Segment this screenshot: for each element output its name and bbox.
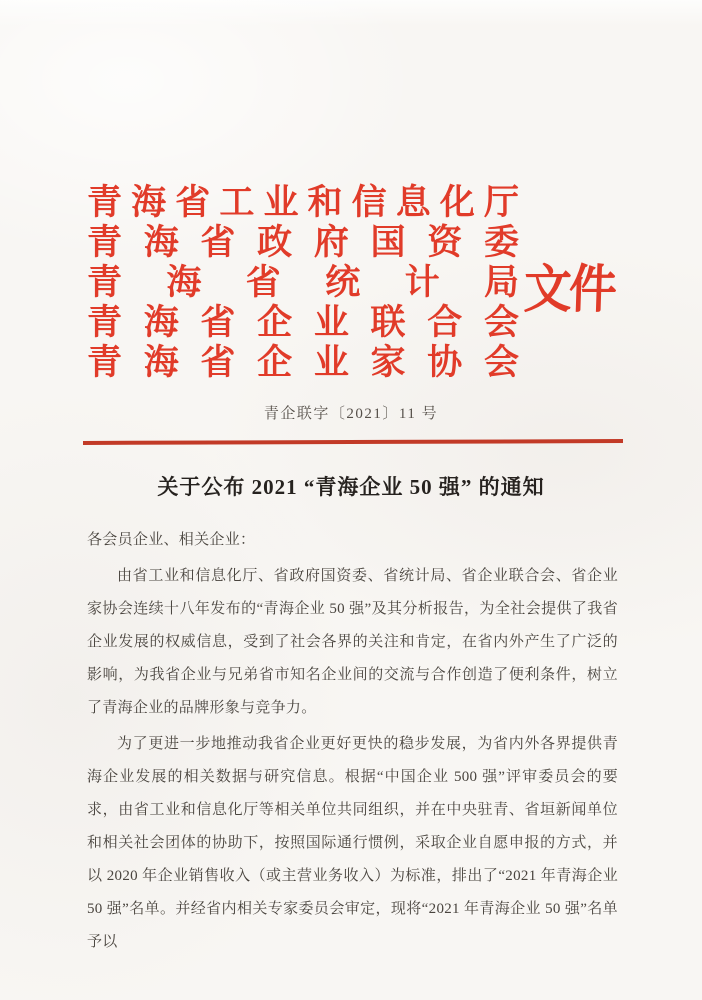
letterhead-issuer-line-5: 青海省企业家协会 [87,343,519,382]
letterhead-issuer-line-2: 青海省政府国资委 [87,223,519,262]
body-paragraph-2: 为了更进一步地推动我省企业更好更快的稳步发展，为省内外各界提供青海企业发展的相关数据与研究信息。根据“中国企业 500 强”评审委员会的要求，由省工业和信息化厅等相关单位共同组织，并在中央驻青、省垣新闻单位和相关社会团体的协助下，按照国际通行惯例，采取企业自愿申报的方式，并以 2020 年企业销售收入（或主营业务收入）为标准，排出了“2021 年青海企业 50 强”名单。并经省内相关专家委员会审定，现将“2021 年青海企业 50 强”名单予以 [87,736,618,950]
letterhead-issuer-line-3: 青海省统计局 [87,263,519,302]
document-reference-number: 青企联字〔2021〕11 号 [263,406,439,422]
notice-title: 关于公布 2021 “青海企业 50 强” 的通知 [157,475,545,499]
letterhead-issuer-line-1: 青海省工业和信息化厅 [87,183,519,222]
letterhead-document-word: 文件 [522,262,615,319]
salutation-line: 各会员企业、相关企业： [87,532,256,548]
red-divider-line [83,439,623,445]
body-paragraph-1: 由省工业和信息化厅、省政府国资委、省统计局、省企业联合会、省企业家协会连续十八年发布的“青海企业 50 强”及其分析报告，为全社会提供了我省企业发展的权威信息，受到了社会各界的关注和肯定，在省内外产生了广泛的影响，为我省企业与兄弟省市知名企业间的交流与合作创造了便利条件，树立了青海企业的品牌形象与竞争力。 [87,568,618,716]
letterhead-issuer-line-4: 青海省企业联合会 [87,303,519,342]
notice-body [87,524,618,962]
letterhead [87,183,519,383]
